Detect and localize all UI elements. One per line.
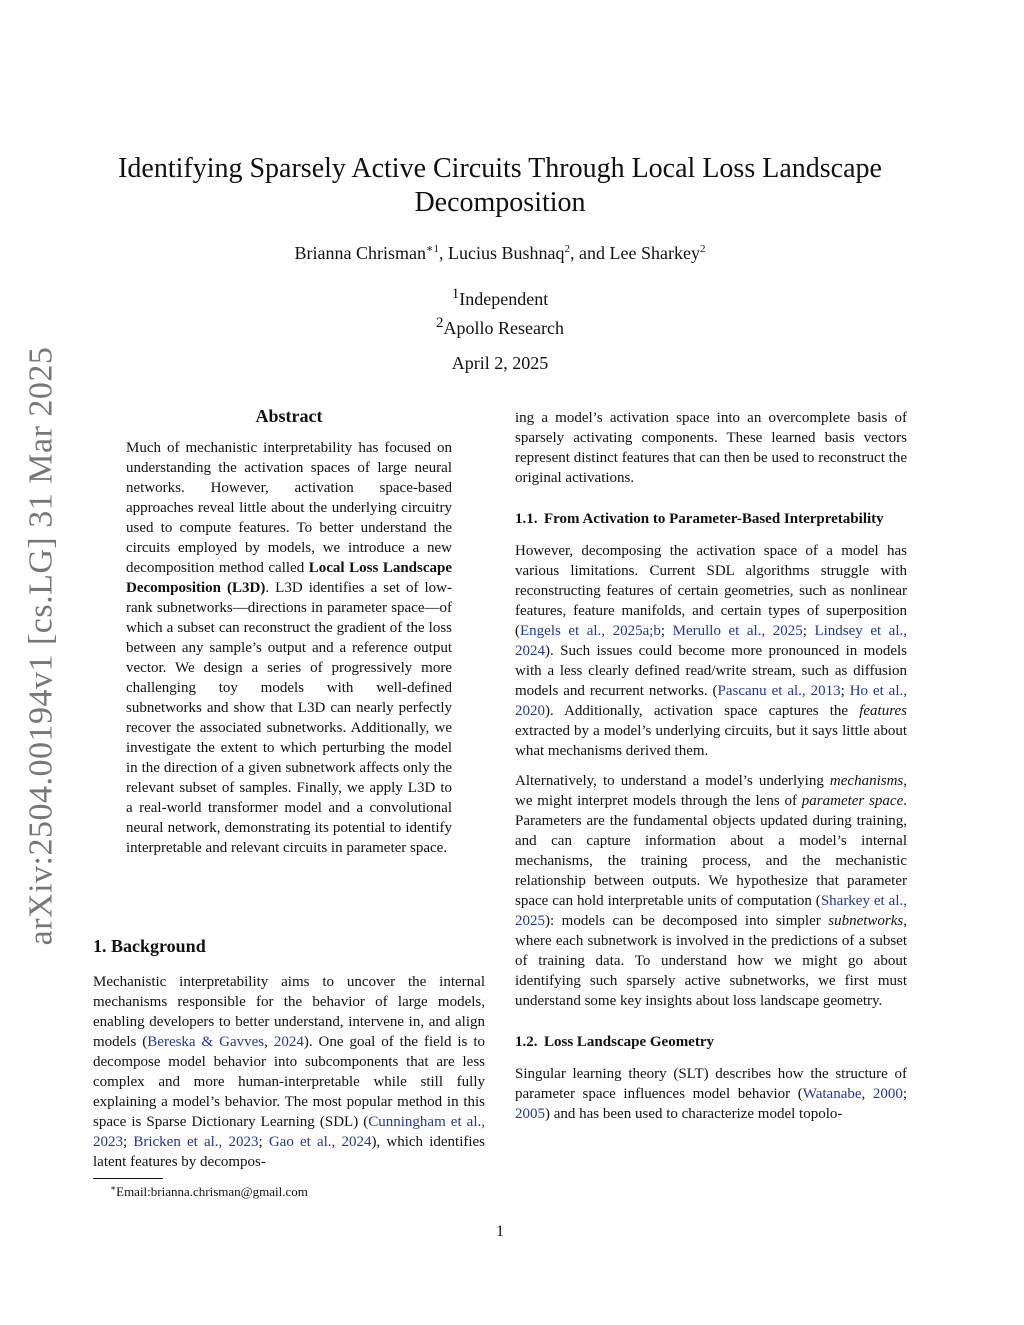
text-run: , we might interpret models through the lens of — [515, 773, 907, 809]
text-run: ; — [840, 683, 850, 699]
right-column — [515, 408, 907, 1134]
text-run: Mechanistic interpretability aims to uncover the internal mechanisms responsible for the behavior of large models, enabling developers to better understand, intervene in, and align models ( — [93, 974, 485, 1050]
text-run: Singular learning theory (SLT) describes how the structure of parameter space influences model behavior ( — [515, 1066, 907, 1102]
footnote — [110, 1183, 308, 1200]
affiliation-1-name: Independent — [459, 289, 549, 309]
citation-link[interactable]: 2005 — [515, 1106, 545, 1122]
author-3-mark: 2 — [699, 243, 706, 255]
abstract-text — [126, 438, 452, 858]
text-run: ) and has been used to characterize model topolo- — [545, 1106, 843, 1122]
emphasis: subnetworks — [828, 913, 904, 929]
subsection-title: Loss Landscape Geometry — [544, 1034, 714, 1050]
parameter-space-paragraph — [515, 771, 907, 1011]
footnote-email: Email:brianna.chrisman@gmail.com — [116, 1184, 308, 1199]
citation-link[interactable]: Sharkey et al., 2025 — [515, 893, 907, 929]
citation-link[interactable]: Watanabe — [802, 1086, 862, 1102]
citation-link[interactable]: 2000 — [872, 1086, 903, 1102]
affiliation-1-mark: 1 — [451, 286, 460, 302]
author-3-name: , and Lee Sharkey — [570, 243, 700, 263]
background-section — [93, 934, 485, 1172]
emphasis: parameter space — [801, 793, 904, 809]
arxiv-id-text: arXiv:2504.00194v1 [cs.LG] 31 Mar 2025 — [22, 346, 60, 946]
text-run: , — [861, 1086, 873, 1102]
slt-paragraph — [515, 1064, 907, 1124]
author-1-mark: ∗1 — [426, 243, 439, 255]
citation-link[interactable]: Gao et al., 2024 — [268, 1134, 372, 1150]
affiliation-2-name: Apollo Research — [443, 318, 564, 338]
author-2-name: , Lucius Bushnaq — [439, 243, 565, 263]
footnote-mark: ∗ — [110, 1183, 117, 1193]
page-number: 1 — [496, 1223, 504, 1240]
footnote-divider — [93, 1178, 163, 1179]
text-run: ; — [660, 623, 673, 639]
abstract-heading: Abstract — [255, 406, 323, 426]
affiliation-2 — [90, 311, 910, 340]
arxiv-identifier-stamp — [10, 346, 72, 946]
affiliation-list — [90, 282, 910, 340]
abstract-text-part: Much of mechanistic interpretability has focused on understanding the activation spaces of large neural networks. However, activation space-based approaches reveal little about the underlying circuitry used to compute features. To better understand the circuits employed by models, we introduce a new decomposition method called — [126, 440, 452, 576]
subsection-number: 1.2. — [515, 1034, 538, 1050]
abstract-text-part: . L3D identifies a set of low-rank subnetworks—directions in parameter space—of which a subset can reconstruct the gradient of the loss between any sample’s output and a reference output vector. We design a series of progressively more challenging toy models with well-defined subnetworks and show that L3D can nearly perfectly recover the associated subnetworks. Additionally, we investigate the extent to which perturbing the model in the direction of a given subnetwork affects only the relevant subset of samples. Finally, we apply L3D to a real-world transformer model and a convolutional neural network, demonstrating its potential to identify interpretable and relevant circuits in parameter space. — [126, 580, 453, 856]
subsection-title: From Activation to Parameter-Based Interpretability — [544, 511, 884, 527]
text-run: extracted by a model’s underlying circuits, but it says little about what mechanisms derived them. — [515, 723, 907, 759]
affiliation-2-mark: 2 — [436, 315, 444, 331]
citation-link[interactable]: Cunningham et al., 2023 — [93, 1114, 485, 1150]
text-run: ; — [802, 623, 815, 639]
abstract-section — [126, 404, 452, 858]
citation-link[interactable]: 2024 — [273, 1034, 304, 1050]
subsection-number: 1.1. — [515, 511, 538, 527]
emphasis: features — [859, 703, 907, 719]
citation-link[interactable]: Lindsey et al., 2024 — [515, 623, 908, 659]
citation-link[interactable]: Merullo et al., 2025 — [672, 623, 803, 639]
text-run: ). One goal of the field is to decompose model behavior into subcomponents that are less complex and more human-interpretable while still fully explaining a model’s behavior. The most popular method in this space is Sparse Dictionary Learning (SDL) ( — [93, 1034, 486, 1130]
emphasis: mechanisms — [829, 773, 904, 789]
publication-date: April 2, 2025 — [451, 353, 549, 373]
text-run: However, decomposing the activation space of a model has various limitations. Current SDL algorithms struggle with reconstructing features of certain geometries, such as nonlinear features, feature manifolds, and certain types of superposition ( — [515, 543, 907, 639]
affiliation-1 — [90, 282, 910, 311]
text-run: ). Such issues could become more pronounced in models with a less clearly defined read/write stream, such as diffusion models and recurrent networks. ( — [515, 643, 907, 699]
text-run: ; — [258, 1134, 269, 1150]
intro-continuation-paragraph: ing a model’s activation space into an overcomplete basis of sparsely activating components. These learned basis vectors represent distinct features that can then be used to reconstruct the original activations. — [515, 410, 907, 486]
author-1-name: Brianna Chrisman — [294, 243, 427, 263]
text-run: ; — [123, 1134, 134, 1150]
paper-title: Identifying Sparsely Active Circuits Through Local Loss Landscape Decomposition — [118, 153, 882, 218]
author-2-mark: 2 — [564, 243, 570, 255]
method-name: Local Loss Landscape Decomposition (L3D) — [126, 560, 452, 596]
text-run: , — [264, 1034, 274, 1050]
subsection-heading-1-2 — [515, 1032, 907, 1052]
limitations-paragraph — [515, 541, 907, 761]
citation-link[interactable]: Bereska & Gavves — [147, 1034, 265, 1050]
text-run: Alternatively, to understand a model’s underlying — [515, 773, 830, 789]
citation-link[interactable]: Pascanu et al., 2013 — [717, 683, 841, 699]
section-heading-background: 1. Background — [93, 936, 206, 956]
text-run: ): models can be decomposed into simpler — [545, 913, 829, 929]
citation-link[interactable]: Bricken et al., 2023 — [133, 1134, 259, 1150]
background-paragraph — [93, 972, 485, 1172]
citation-link[interactable]: Engels et al., 2025a;b — [520, 623, 661, 639]
text-run: ; — [902, 1086, 908, 1102]
subsection-heading-1-1 — [515, 509, 907, 529]
text-run: ). Additionally, activation space captures the — [545, 703, 860, 719]
text-run: ), which identifies latent features by decompos- — [93, 1134, 486, 1170]
author-list — [90, 241, 910, 265]
text-run: , where each subnetwork is involved in the predictions of a subset of training data. To understand how we might go about identifying such sparsely active subnetworks, we first must understand some key insights about loss landscape geometry. — [515, 913, 907, 1009]
citation-link[interactable]: Ho et al., 2020 — [515, 683, 908, 719]
text-run: . Parameters are the fundamental objects updated during training, and can capture information about a model’s internal mechanisms, the training process, and the mechanistic relationship between outputs. We hypothesize that parameter space can hold interpretable units of computation ( — [515, 793, 907, 909]
